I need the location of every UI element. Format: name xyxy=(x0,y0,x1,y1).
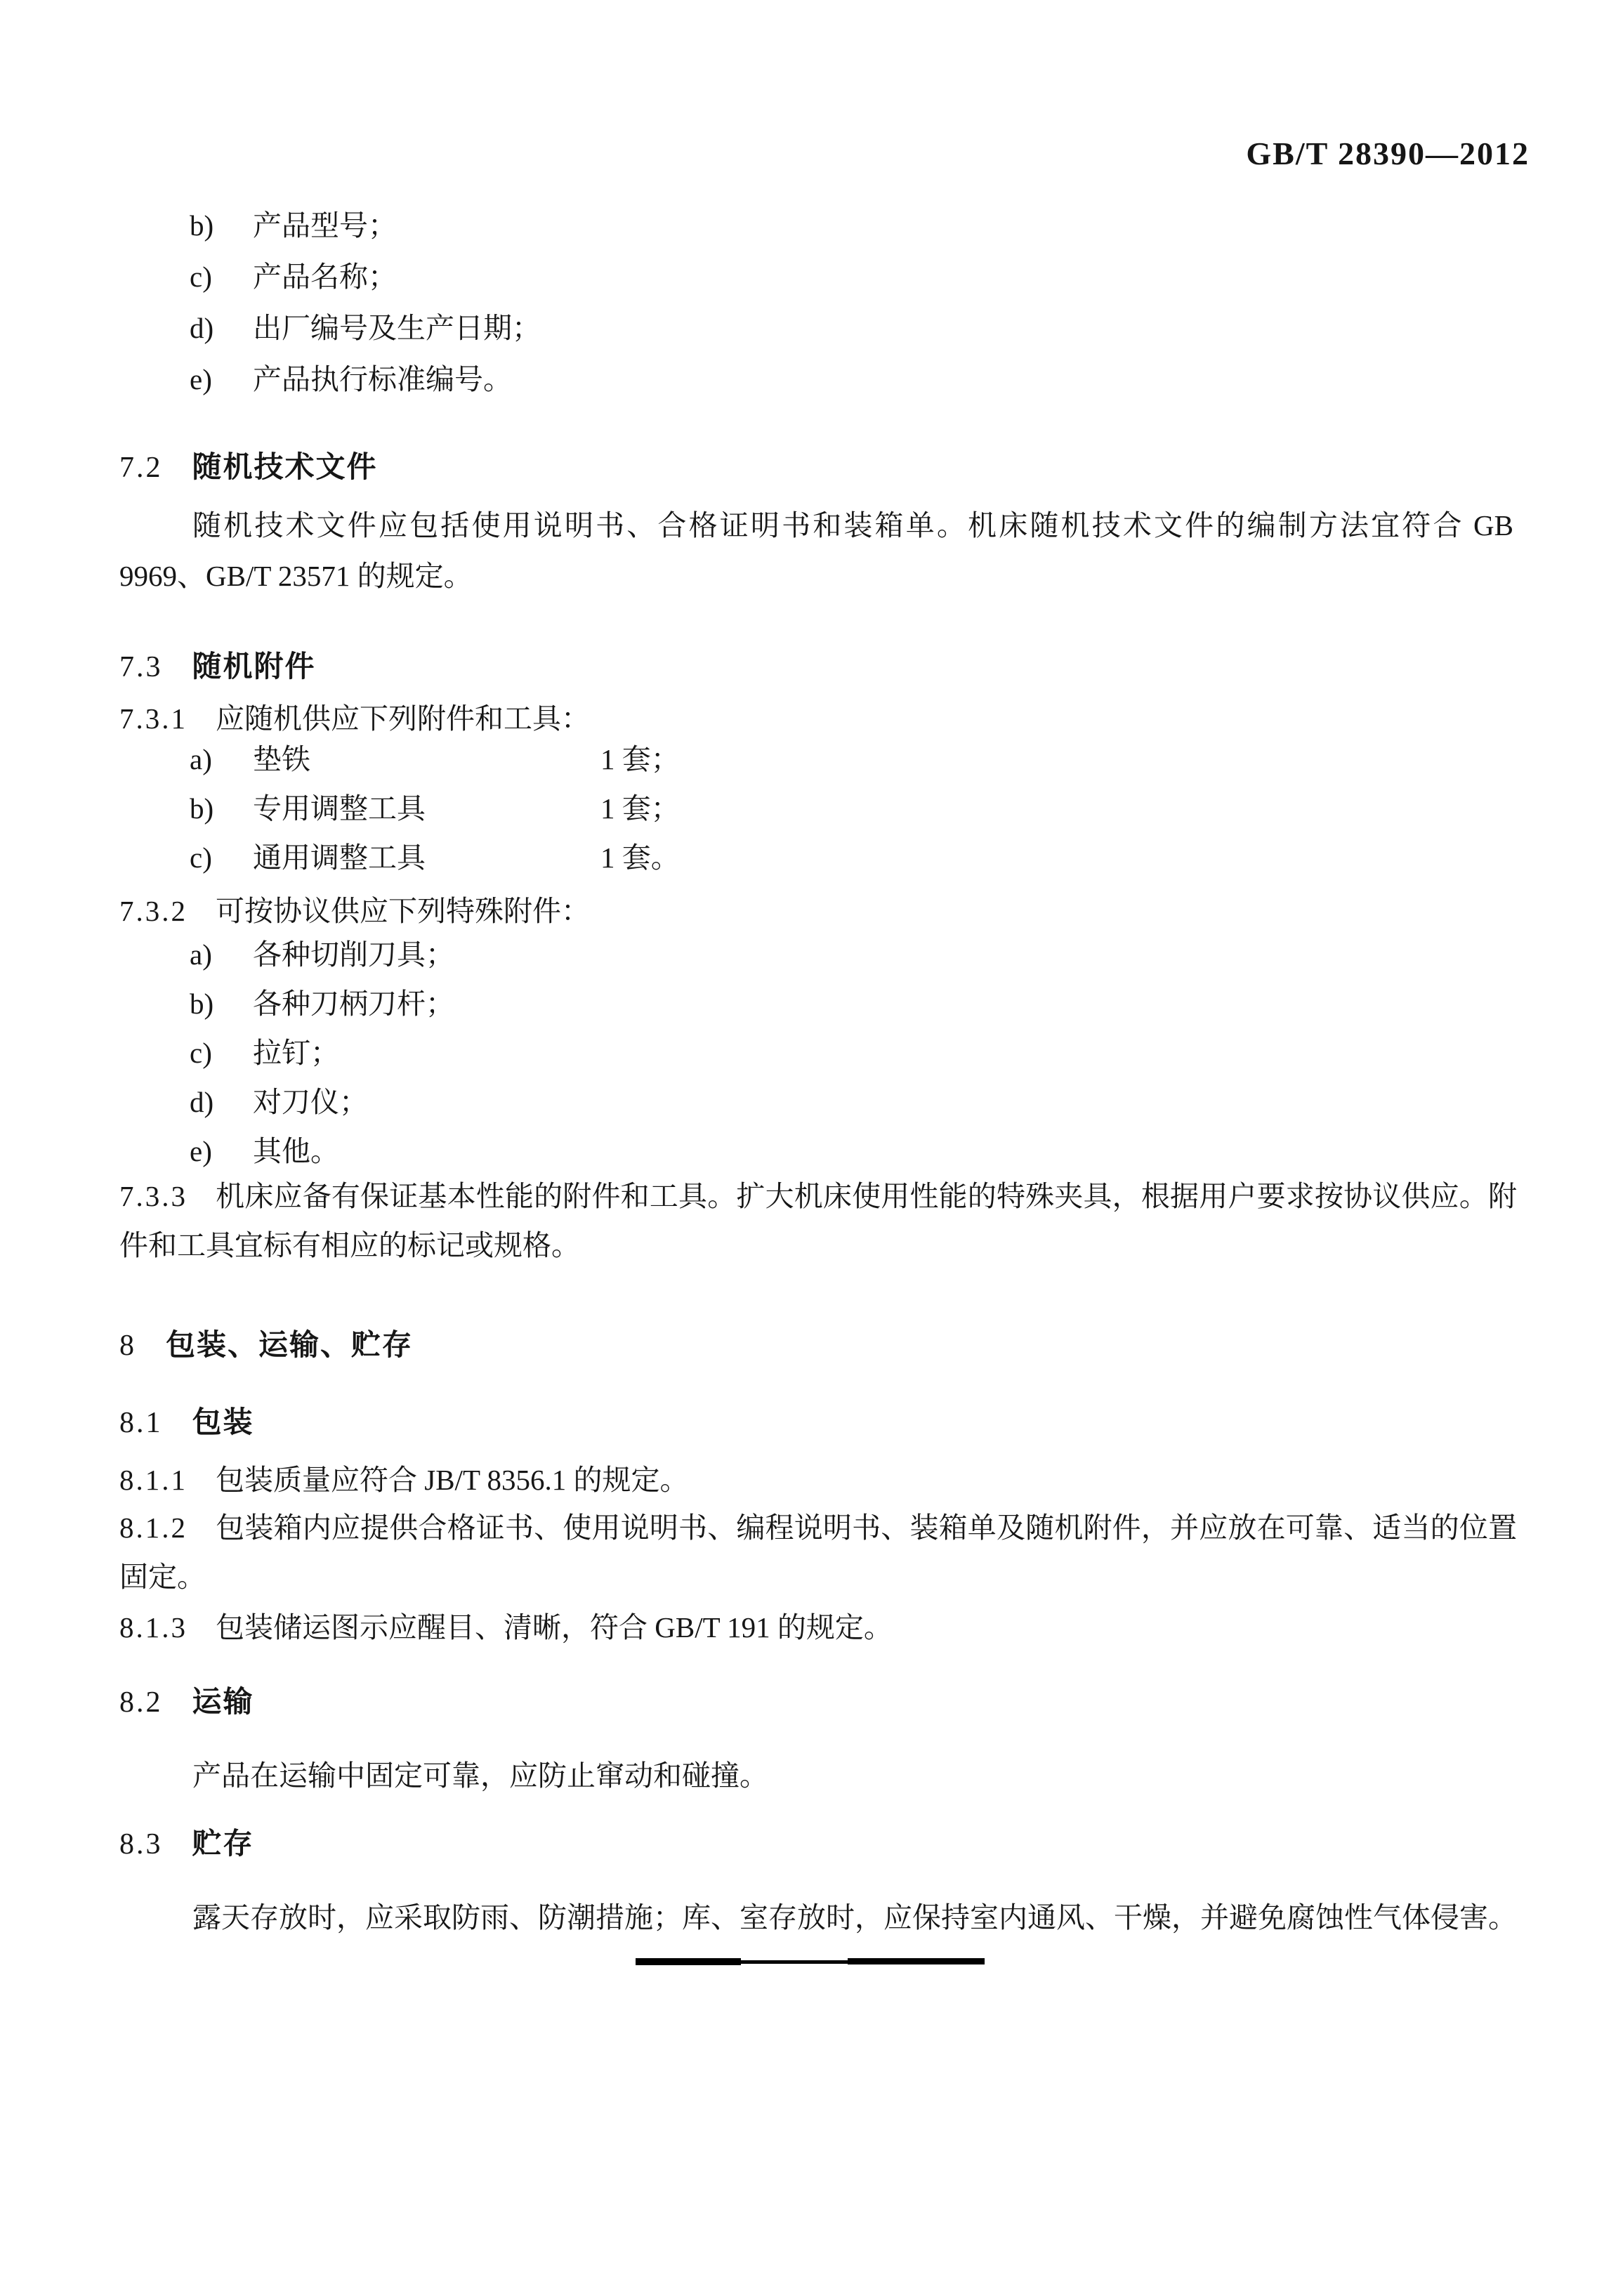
clause-text: 包装箱内应提供合格证书、使用说明书、编程说明书、装箱单及随机附件，并应放在可靠、适当的位置固定。 xyxy=(119,1511,1517,1593)
chapter-heading-8 xyxy=(119,1322,413,1364)
clause-text: 包装质量应符合 JB/T 8356.1 的规定。 xyxy=(216,1464,689,1496)
clause-title: 运输 xyxy=(192,1685,254,1718)
list-item xyxy=(190,1128,454,1177)
clause-heading-7-2 xyxy=(119,444,378,486)
list-item xyxy=(190,356,541,407)
clause-text: 机床应备有保证基本性能的附件和工具。扩大机床使用性能的特殊夹具，根据用户要求按协议供应。附件和工具宜标有相应的标记或规格。 xyxy=(119,1180,1517,1261)
list-item-text: 各种切削刀具； xyxy=(253,938,454,971)
list-item-text: 出厂编号及生产日期； xyxy=(253,312,541,344)
special-accessories-list xyxy=(190,931,454,1177)
clause-7-3-2 xyxy=(119,886,1513,936)
list-item-text: 拉钉； xyxy=(253,1037,339,1069)
list-item-letter: e) xyxy=(190,1135,212,1167)
list-item-letter: c) xyxy=(190,261,212,293)
clause-number: 7.3.1 xyxy=(119,702,188,735)
clause-number: 7.2 xyxy=(119,452,163,484)
accessories-list xyxy=(190,736,680,884)
clause-7-3-3 xyxy=(119,1172,1517,1270)
clause-title: 随机技术文件 xyxy=(192,450,378,483)
list-item xyxy=(190,980,454,1030)
list-item-letter: d) xyxy=(190,1086,214,1118)
list-item-label: 专用调整工具 xyxy=(253,792,426,825)
list-item-quantity: 1 套。 xyxy=(600,841,680,874)
list-item xyxy=(190,254,541,305)
list-item-letter: e) xyxy=(190,363,212,395)
clause-title: 包装 xyxy=(192,1405,254,1438)
clause-heading-7-3 xyxy=(119,643,316,685)
clause-text: 可按协议供应下列特殊附件： xyxy=(216,895,590,927)
list-item-label: 垫铁 xyxy=(253,743,310,775)
list-item-text: 其他。 xyxy=(253,1135,339,1167)
list-item-text: 对刀仪； xyxy=(253,1086,368,1118)
list-item xyxy=(190,202,541,254)
list-item-text: 各种刀柄刀杆； xyxy=(253,988,454,1020)
clause-heading-8-1 xyxy=(119,1399,254,1441)
list-item-text: 产品执行标准编号。 xyxy=(253,363,512,395)
list-item-label: 通用调整工具 xyxy=(253,841,426,874)
list-item-quantity: 1 套； xyxy=(600,792,680,825)
list-item-text: 产品型号； xyxy=(253,209,397,242)
clause-number: 8.3 xyxy=(119,1828,163,1861)
clause-number: 8.1.2 xyxy=(119,1511,188,1544)
clause-number: 8.1.3 xyxy=(119,1611,188,1644)
clause-8-1-1 xyxy=(119,1455,1517,1504)
list-item-letter: b) xyxy=(190,209,214,242)
clause-heading-8-3 xyxy=(119,1821,254,1863)
list-item xyxy=(190,305,541,356)
list-item-letter: a) xyxy=(190,938,212,971)
clause-number: 8.2 xyxy=(119,1686,163,1719)
clause-text: 包装储运图示应醒目、清晰，符合 GB/T 191 的规定。 xyxy=(216,1611,893,1644)
chapter-title: 包装、运输、贮存 xyxy=(166,1328,414,1361)
list-item xyxy=(190,736,680,785)
clause-paragraph-7-2: 随机技术文件应包括使用说明书、合格证明书和装箱单。机床随机技术文件的编制方法宜符合 GB 9969、GB/T 23571 的规定。 xyxy=(119,509,1513,592)
end-of-document-rule xyxy=(636,1960,985,1964)
clause-heading-8-2 xyxy=(119,1679,254,1721)
clause-number: 7.3 xyxy=(119,651,163,683)
list-item xyxy=(190,1079,454,1128)
doc-number-header: GB/T 28390—2012 xyxy=(1246,136,1530,171)
clause-title: 贮存 xyxy=(192,1827,254,1860)
list-item-quantity: 1 套； xyxy=(600,743,680,775)
clause-8-1-2 xyxy=(119,1503,1517,1601)
clause-number: 7.3.2 xyxy=(119,895,188,927)
list-item xyxy=(190,931,454,980)
list-item xyxy=(190,1030,454,1079)
clause-number: 8.1 xyxy=(119,1407,163,1439)
clause-paragraph-8-3: 露天存放时，应采取防雨、防潮措施；库、室存放时，应保持室内通风、干燥，并避免腐蚀性气体侵害。 xyxy=(192,1901,1517,1934)
list-item-letter: c) xyxy=(190,1037,212,1069)
list-item xyxy=(190,834,680,884)
clause-8-1-3 xyxy=(119,1603,1517,1652)
list-item-letter: d) xyxy=(190,312,214,344)
list-item xyxy=(190,785,680,834)
list-item-letter: a) xyxy=(190,743,212,775)
list-item-text: 产品名称； xyxy=(253,261,397,293)
clause-text: 应随机供应下列附件和工具： xyxy=(216,702,590,735)
list-item-letter: b) xyxy=(190,792,214,825)
clause-title: 随机附件 xyxy=(192,650,316,683)
clause-number: 7.3.3 xyxy=(119,1180,188,1212)
marking-items-list xyxy=(190,202,541,407)
clause-paragraph-8-2: 产品在运输中固定可靠，应防止窜动和碰撞。 xyxy=(192,1759,768,1792)
list-item-letter: b) xyxy=(190,988,214,1020)
clause-number: 8.1.1 xyxy=(119,1464,188,1496)
chapter-number: 8 xyxy=(119,1330,136,1362)
list-item-letter: c) xyxy=(190,841,212,874)
